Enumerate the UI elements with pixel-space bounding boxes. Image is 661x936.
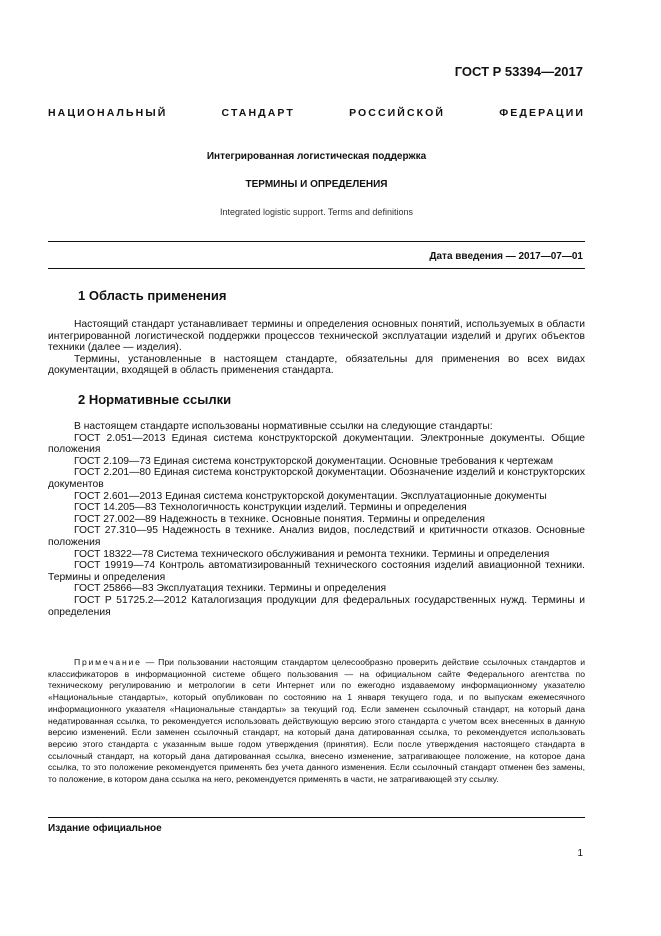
reference-item: ГОСТ 2.601—2013 Единая система конструкторской документации. Эксплуатационные документы: [74, 490, 547, 502]
note-label: Примечание: [74, 657, 142, 667]
reference-item: ГОСТ Р 51725.2—2012 Каталогизация продукции для федеральных государственных нужд. Термины и определения: [48, 594, 585, 618]
divider-date: [48, 268, 585, 269]
reference-item: ГОСТ 27.002—89 Надежность в технике. Основные понятия. Термины и определения: [74, 513, 485, 525]
intro-date: Дата введения — 2017—07—01: [429, 251, 583, 262]
page-number: 1: [577, 848, 583, 859]
edition-label: Издание официальное: [48, 823, 162, 834]
reference-item: ГОСТ 25866—83 Эксплуатация техники. Термины и определения: [74, 583, 387, 595]
note: [48, 657, 585, 786]
reference-item: ГОСТ 14.205—83 Технологичность конструкции изделий. Термины и определения: [74, 502, 467, 514]
note-text: — При пользовании настоящим стандартом целесообразно проверить действие ссылочных стандартов и классификаторов в информационной системе общего пользования — на официальном сайте Федерального агентства по техническому регулированию и метрологии в сети Интернет или по ежегодно издаваемому информационному указателю «Национальные стандарты», который опубликован по состоянию на 1 января текущего года, и по выпускам ежемесячного информационного указателя «Национальные стандарты» за текущий год. Если заменен ссылочный стандарт, на который дана недатированная ссылка, то рекомендуется использовать действующую версию этого стандарта с учетом всех внесенных в данную версию изменений. Если заменен ссылочный стандарт, на который дана датированная ссылка, то рекомендуется использовать версию этого стандарта с указанным выше годом утверждения (принятия). Если после утверждения настоящего стандарта в ссылочный стандарт, на который дана датированная ссылка, внесено изменение, затрагивающее положение, на которое дана ссылка, то это положение рекомендуется применять без учета данного изменения. Если ссылочный стандарт отменен без замены, то положение, в котором дана ссылка на него, рекомендуется применять в части, не затрагивающей эту ссылку.: [48, 657, 585, 785]
standard-code: ГОСТ Р 53394—2017: [454, 64, 583, 79]
national-standard-banner: НАЦИОНАЛЬНЫЙ СТАНДАРТ РОССИЙСКОЙ ФЕДЕРАЦИИ: [48, 107, 585, 119]
title-main: ТЕРМИНЫ И ОПРЕДЕЛЕНИЯ: [245, 179, 388, 190]
section-1-body: [48, 319, 585, 377]
title-subject: Интегрированная логистическая поддержка: [206, 151, 427, 162]
reference-item: ГОСТ 2.201—80 Единая система конструкторской документации. Обозначение изделий и конструкторских документов: [48, 467, 585, 490]
section-2-body: [48, 421, 585, 618]
reference-item: ГОСТ 18322—78 Система технического обслуживания и ремонта техники. Термины и определения: [74, 548, 550, 560]
reference-item: ГОСТ 27.310—95 Надежность в технике. Анализ видов, последствий и критичности отказов. Основные положения: [48, 525, 585, 548]
section-2-heading: 2 Нормативные ссылки: [78, 392, 232, 407]
reference-item: ГОСТ 2.051—2013 Единая система конструкторской документации. Электронные документы. Общие положения: [48, 432, 585, 456]
reference-item: ГОСТ 19919—74 Контроль автоматизированный технического состояния изделий авиационной техники. Термины и определения: [48, 560, 585, 583]
divider-footer: [48, 817, 585, 818]
paragraph: В настоящем стандарте использованы нормативные ссылки на следующие стандарты:: [74, 421, 493, 432]
section-1-heading: 1 Область применения: [78, 288, 227, 303]
title-english: Integrated logistic support. Terms and definitions: [220, 207, 413, 217]
divider-top: [48, 241, 585, 242]
paragraph: Настоящий стандарт устанавливает термины и определения основных понятий, используемых в области интегрированной логистической поддержки процессов технической эксплуатации изделий и других объектов техники (далее — изделия).: [48, 319, 585, 354]
paragraph: Термины, установленные в настоящем стандарте, обязательны для применения во всех видах документации, входящей в область применения стандарта.: [48, 353, 585, 377]
reference-item: ГОСТ 2.109—73 Единая система конструкторской документации. Основные требования к чертежам: [74, 455, 554, 467]
